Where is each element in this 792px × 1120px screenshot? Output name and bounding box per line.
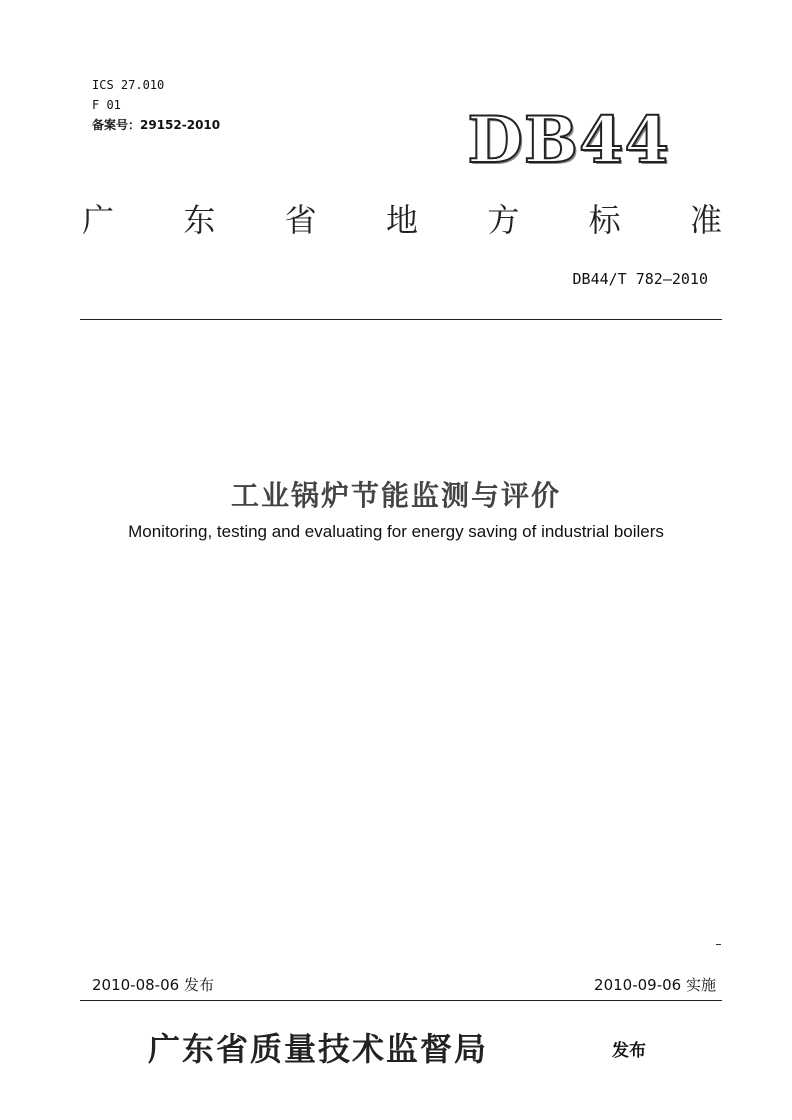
standard-type-char: 地 <box>385 201 418 239</box>
standard-type-char: 方 <box>487 201 520 239</box>
scan-mark <box>716 944 721 945</box>
document-title-cn: 工业锅炉节能监测与评价 <box>230 479 561 512</box>
bottom-divider <box>80 1000 722 1001</box>
standard-type-title <box>82 196 722 240</box>
ics-code: ICS 27.010 <box>92 78 165 92</box>
standard-type-char: 准 <box>689 201 722 239</box>
standard-type-char: 标 <box>588 201 621 239</box>
top-divider <box>80 319 722 320</box>
db44-logo: DB44 <box>467 103 670 178</box>
standard-type-char: 东 <box>183 201 216 239</box>
standard-type-char: 广 <box>82 201 115 239</box>
standard-number: DB44/T 782—2010 <box>572 270 708 288</box>
issuer-name: 广东省质量技术监督局 <box>148 1030 489 1068</box>
standard-type-char: 省 <box>284 201 317 239</box>
implement-date: 2010-09-06 实施 <box>594 976 716 994</box>
issuer-action: 发布 <box>612 1041 646 1061</box>
record-number: 备案号：29152-2010 <box>92 118 221 132</box>
publish-date: 2010-08-06 发布 <box>92 976 214 994</box>
category-code: F 01 <box>92 98 121 112</box>
document-title-en: Monitoring, testing and evaluating for energy saving of industrial boilers <box>128 522 664 541</box>
